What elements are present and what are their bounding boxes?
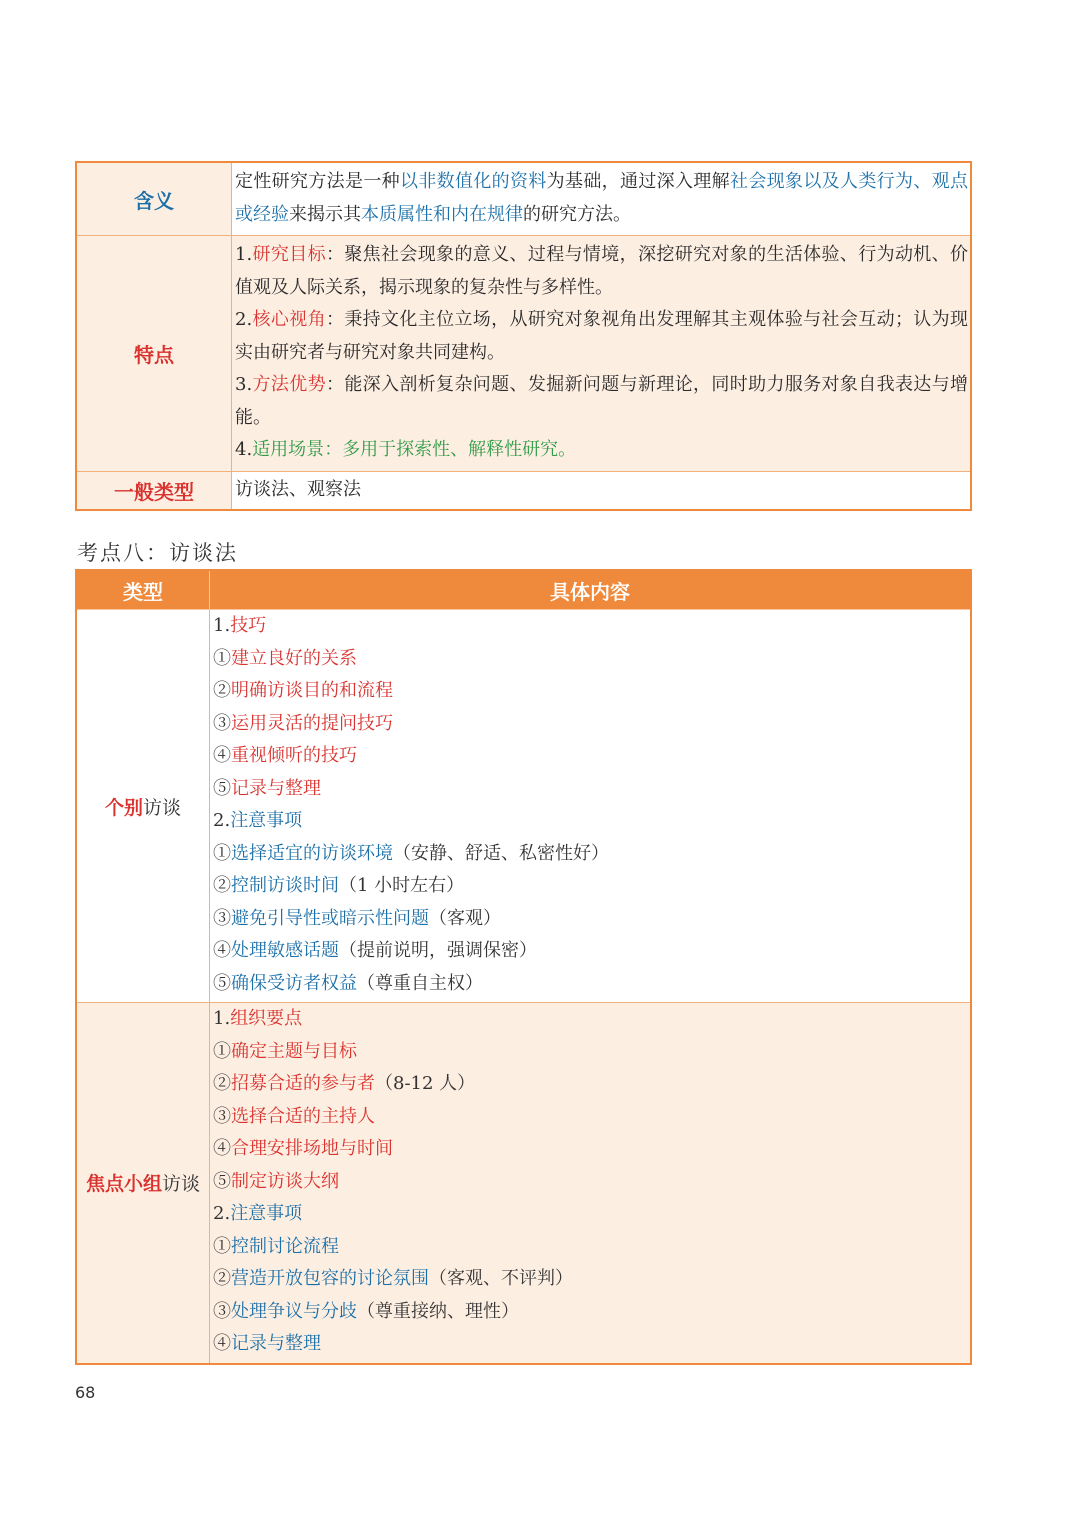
item-number: ③	[213, 1105, 231, 1127]
item-number: 1.	[213, 1008, 231, 1029]
feature-sep: ：	[325, 244, 345, 265]
label-keyword: 个别	[104, 796, 143, 819]
definition-row	[76, 162, 971, 236]
feature-item	[235, 239, 968, 304]
def-part: 的研究方法。	[523, 203, 631, 225]
header-row	[76, 570, 971, 610]
definition-label: 含义	[76, 162, 232, 236]
list-item	[213, 903, 968, 936]
feature-number: 3.	[235, 374, 253, 395]
item-highlight: 制定访谈大纲	[231, 1170, 339, 1192]
feature-sep: ：	[325, 374, 345, 395]
item-highlight: 明确访谈目的和流程	[231, 680, 393, 701]
list-item	[213, 838, 968, 871]
item-highlight: 重视倾听的技巧	[231, 745, 357, 766]
item-note: （尊重自主权）	[357, 972, 483, 994]
features-row	[76, 236, 971, 472]
item-number: ②	[213, 680, 231, 701]
list-item	[213, 1003, 968, 1036]
feature-text: 能深入剖析复杂问题、发掘新问题与新理论，同时助力服务对象自我表达与增能。	[235, 374, 969, 428]
feature-item	[235, 434, 968, 467]
list-item	[213, 1101, 968, 1134]
item-note: （尊重接纳、理性）	[357, 1300, 519, 1322]
item-number: ③	[213, 1300, 231, 1322]
list-item	[213, 805, 968, 838]
def-part: 为基础，通过深入理解	[546, 171, 731, 192]
def-part-highlight: 本质属性和内在规律	[361, 203, 523, 225]
interview-method-table	[75, 569, 972, 1365]
item-highlight: 注意事项	[230, 810, 303, 831]
feature-key: 适用场景	[252, 439, 325, 460]
item-number: ④	[213, 1138, 231, 1159]
feature-item	[235, 369, 968, 434]
def-part: 来揭示其	[289, 203, 361, 225]
feature-item	[235, 304, 968, 369]
header-content: 具体内容	[210, 570, 972, 610]
individual-interview-row	[76, 610, 971, 1003]
item-number: ③	[213, 907, 231, 929]
item-number: ②	[213, 875, 231, 896]
item-note: （客观）	[429, 907, 501, 929]
individual-interview-content	[210, 610, 972, 1003]
types-text: 访谈法、观察法	[232, 471, 972, 510]
list-item	[213, 1263, 968, 1296]
features-label: 特点	[76, 236, 232, 472]
item-number: ②	[213, 1073, 231, 1094]
label-rest: 访谈	[162, 1173, 201, 1196]
item-highlight: 合理安排场地与时间	[231, 1138, 393, 1159]
item-highlight: 确定主题与目标	[231, 1040, 357, 1062]
item-number: ⑤	[213, 972, 231, 994]
item-note: （安静、舒适、私密性好）	[393, 842, 609, 864]
item-number: ③	[213, 712, 231, 734]
item-number: ①	[213, 1040, 231, 1062]
item-highlight: 选择适宜的访谈环境	[231, 842, 393, 864]
feature-key: 研究目标	[252, 244, 326, 265]
item-highlight: 记录与整理	[231, 1333, 321, 1354]
item-highlight: 组织要点	[230, 1008, 303, 1029]
item-number: 2.	[213, 810, 231, 831]
header-type: 类型	[76, 570, 210, 610]
item-highlight: 控制访谈时间	[231, 875, 339, 896]
features-list	[232, 236, 972, 472]
item-highlight: 避免引导性或暗示性问题	[231, 907, 429, 929]
focus-group-row	[76, 1003, 971, 1364]
item-number: ④	[213, 745, 231, 766]
list-item	[213, 643, 968, 676]
item-note: （提前说明，强调保密）	[339, 940, 537, 961]
item-number: ②	[213, 1268, 231, 1289]
list-item	[213, 1133, 968, 1166]
item-number: 1.	[213, 615, 231, 636]
feature-sep: ：	[324, 439, 343, 460]
item-number: ①	[213, 842, 231, 864]
types-label: 一般类型	[76, 471, 232, 510]
feature-text: 秉持文化主位立场，从研究对象视角出发理解其主观体验与社会互动；认为现实由研究者与研究对象共同建构。	[235, 309, 969, 363]
item-note: （8-12 人）	[375, 1073, 476, 1094]
def-part: 定性研究方法是一种	[235, 171, 400, 192]
definition-text	[232, 162, 972, 236]
item-number: ⑤	[213, 1170, 231, 1192]
list-item	[213, 935, 968, 968]
item-highlight: 营造开放包容的讨论氛围	[231, 1268, 429, 1289]
types-row	[76, 471, 971, 510]
item-number: ⑤	[213, 777, 231, 799]
list-item	[213, 1296, 968, 1329]
list-item	[213, 1036, 968, 1069]
list-item	[213, 708, 968, 741]
item-note: （客观、不评判）	[429, 1268, 573, 1289]
item-highlight: 处理争议与分歧	[231, 1300, 357, 1322]
focus-group-content	[210, 1003, 972, 1364]
list-item	[213, 773, 968, 806]
list-item	[213, 610, 968, 643]
feature-number: 4.	[235, 439, 253, 460]
item-highlight: 记录与整理	[231, 777, 321, 799]
section-heading: 考点八：访谈法	[77, 541, 238, 565]
feature-text: 多用于探索性、解释性研究。	[342, 439, 577, 460]
def-part-highlight: 以非数值化的资料	[400, 171, 547, 192]
focus-group-label	[76, 1003, 210, 1364]
item-highlight: 运用灵活的提问技巧	[231, 712, 393, 734]
item-number: ④	[213, 1333, 231, 1354]
label-keyword: 焦点小组	[85, 1173, 162, 1196]
item-highlight: 招募合适的参与者	[231, 1073, 375, 1094]
list-item	[213, 1328, 968, 1361]
item-highlight: 注意事项	[230, 1203, 303, 1224]
list-item	[213, 1068, 968, 1101]
item-note: （1 小时左右）	[339, 875, 465, 896]
list-item	[213, 870, 968, 903]
feature-number: 2.	[235, 309, 253, 330]
list-item	[213, 968, 968, 1001]
item-number: ①	[213, 647, 231, 669]
list-item	[213, 675, 968, 708]
item-number: 2.	[213, 1203, 231, 1224]
list-item	[213, 1166, 968, 1199]
feature-text: 聚焦社会现象的意义、过程与情境，深挖研究对象的生活体验、行为动机、价值观及人际关系，揭示现象的复杂性与多样性。	[235, 244, 969, 298]
item-highlight: 选择合适的主持人	[231, 1105, 375, 1127]
feature-sep: ：	[325, 309, 345, 330]
item-number: ④	[213, 940, 231, 961]
item-highlight: 控制讨论流程	[231, 1235, 339, 1257]
item-number: ①	[213, 1235, 231, 1257]
feature-key: 核心视角	[252, 309, 326, 330]
individual-interview-label	[76, 610, 210, 1003]
page-number: 68	[75, 1383, 96, 1402]
list-item	[213, 1198, 968, 1231]
list-item	[213, 1231, 968, 1264]
feature-key: 方法优势	[252, 374, 326, 395]
def-part-highlight: 社会现象以及人类行为、观点或经验	[235, 171, 969, 225]
item-highlight: 建立良好的关系	[231, 647, 357, 669]
item-highlight: 技巧	[230, 615, 267, 636]
item-highlight: 确保受访者权益	[231, 972, 357, 994]
qualitative-research-table	[75, 161, 972, 511]
item-highlight: 处理敏感话题	[231, 940, 339, 961]
label-rest: 访谈	[143, 796, 182, 819]
feature-number: 1.	[235, 244, 253, 265]
list-item	[213, 740, 968, 773]
